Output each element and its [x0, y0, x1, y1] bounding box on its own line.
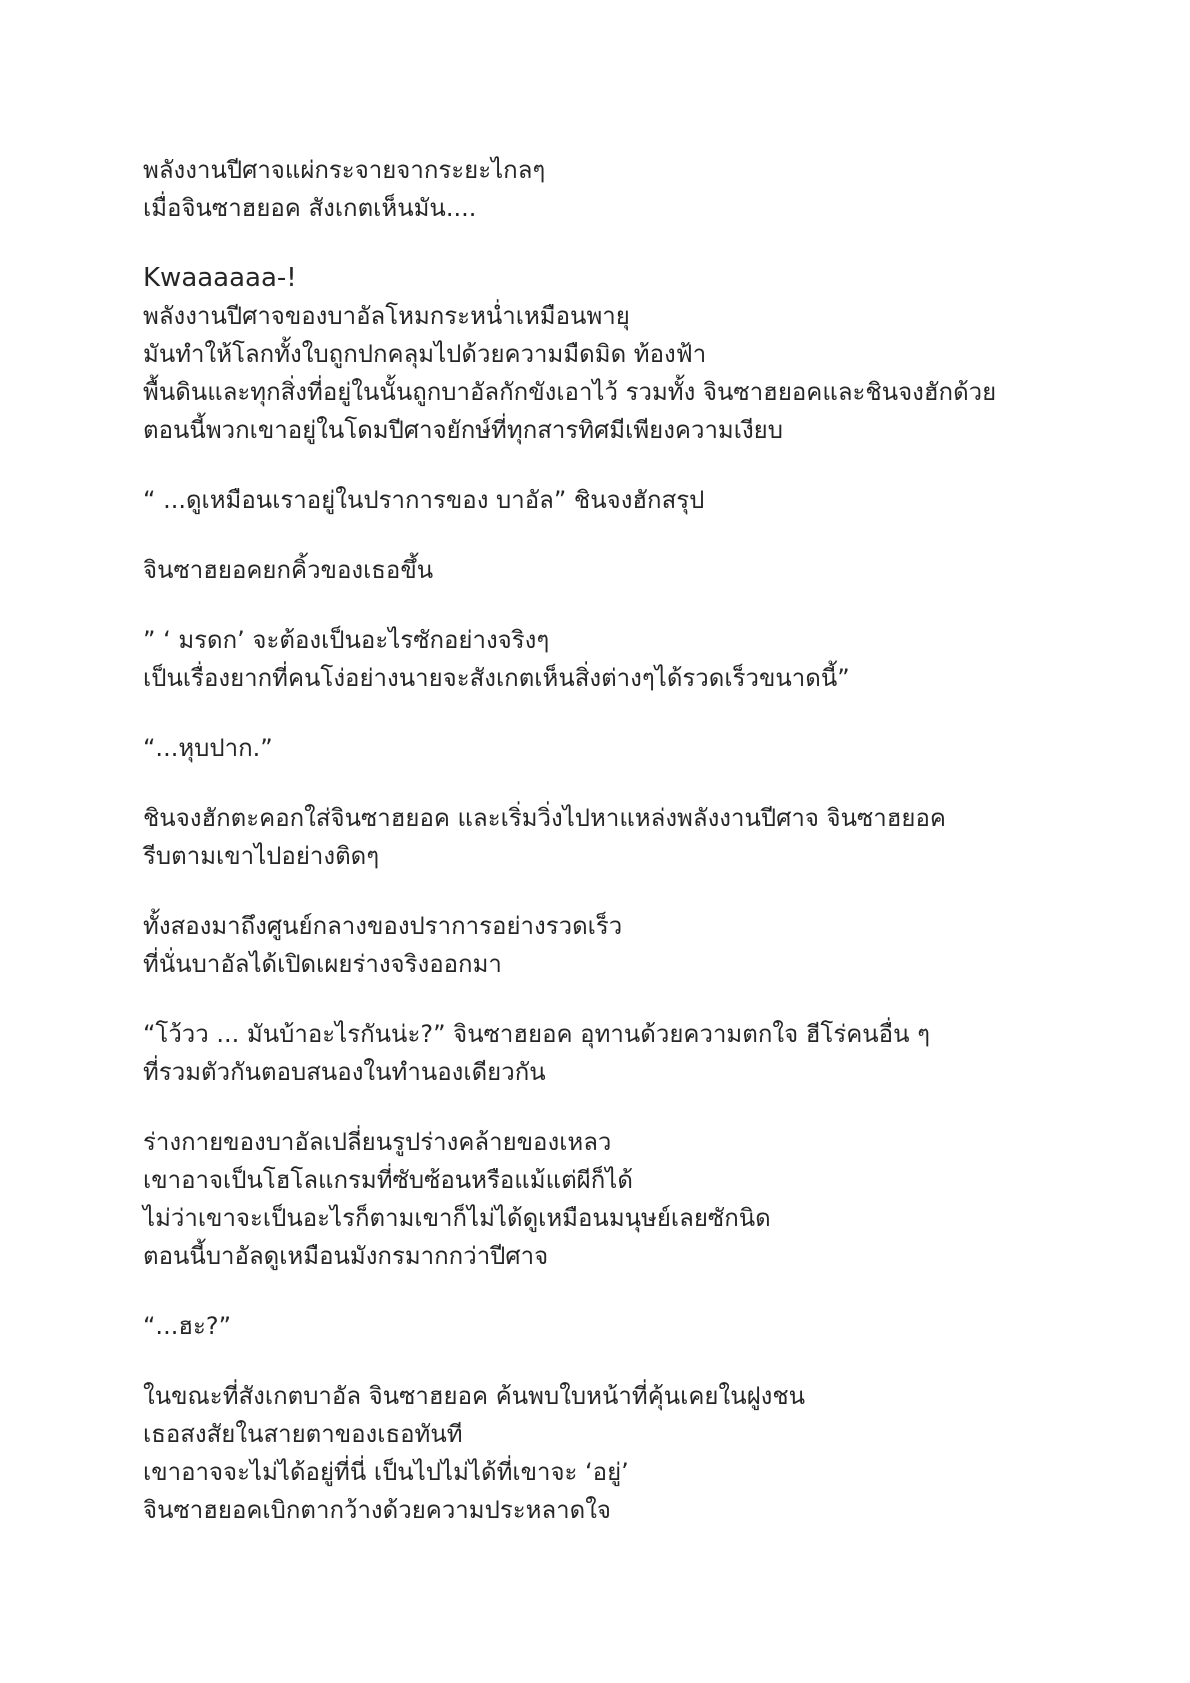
dialogue-line: ” ‘ มรดก’ จะต้องเป็นอะไรซักอย่างจริงๆ	[143, 626, 550, 654]
text-line: เธอสงสัยในสายตาของเธอทันที	[143, 1420, 463, 1448]
text-line: มันทำให้โลกทั้งใบถูกปกคลุมไปด้วยความมืดมิด ท้องฟ้า	[143, 340, 707, 368]
text-line: ที่นั่นบาอัลได้เปิดเผยร่างจริงออกมา	[143, 950, 502, 978]
text-line: พลังงานปีศาจแผ่กระจายจากระยะไกลๆ	[143, 156, 546, 184]
document-body	[143, 151, 1063, 1561]
paragraph	[143, 1015, 1063, 1091]
text-line: ที่รวมตัวกันตอบสนองในทำนองเดียวกัน	[143, 1058, 546, 1086]
text-line: จินซาฮยอคยกคิ้วของเธอขึ้น	[143, 556, 434, 584]
paragraph	[143, 151, 1063, 227]
text-line: ตอนนี้บาอัลดูเหมือนมังกรมากกว่าปีศาจ	[143, 1242, 549, 1270]
paragraph	[143, 621, 1063, 697]
text-line: เขาอาจจะไม่ได้อยู่ที่นี่ เป็นไปไม่ได้ที่เขาจะ ‘อยู่’	[143, 1458, 629, 1486]
dialogue-line: “ ...ดูเหมือนเราอยู่ในปราการของ บาอัล” ชินจงฮักสรุป	[143, 486, 705, 514]
paragraph	[143, 551, 1063, 589]
dialogue-line: “...ฮะ?”	[143, 1312, 232, 1340]
paragraph	[143, 1377, 1063, 1529]
text-line: ชินจงฮักตะคอกใส่จินซาฮยอค และเริ่มวิ่งไปหาแหล่งพลังงานปีศาจ จินซาฮยอค	[143, 804, 946, 832]
text-line: พลังงานปีศาจของบาอัลโหมกระหน่ำเหมือนพายุ	[143, 302, 630, 330]
text-line: พื้นดินและทุกสิ่งที่อยู่ในนั้นถูกบาอัลกักขังเอาไว้ รวมทั้ง จินซาฮยอคและชินจงฮักด้วย	[143, 378, 997, 406]
sound-effect-line: Kwaaaaaa-!	[143, 263, 297, 293]
dialogue-line: “โว้วว ... มันบ้าอะไรกันน่ะ?” จินซาฮยอค อุทานด้วยความตกใจ ฮีโร่คนอื่น ๆ	[143, 1020, 931, 1048]
paragraph	[143, 729, 1063, 767]
dialogue-line: เป็นเรื่องยากที่คนโง่อย่างนายจะสังเกตเห็นสิ่งต่างๆได้รวดเร็วขนาดนี้”	[143, 664, 850, 692]
paragraph	[143, 481, 1063, 519]
text-line: เขาอาจเป็นโฮโลแกรมที่ซับซ้อนหรือแม้แต่ผีก็ได้	[143, 1166, 633, 1194]
text-line: ในขณะที่สังเกตบาอัล จินซาฮยอค ค้นพบใบหน้าที่คุ้นเคยในฝูงชน	[143, 1382, 806, 1410]
dialogue-line: “...หุบปาก.”	[143, 734, 273, 762]
text-line: ตอนนี้พวกเขาอยู่ในโดมปีศาจยักษ์ที่ทุกสารทิศมีเพียงความเงียบ	[143, 416, 783, 444]
paragraph	[143, 907, 1063, 983]
text-line: เมื่อจินซาฮยอค สังเกตเห็นมัน....	[143, 194, 477, 222]
text-line: ทั้งสองมาถึงศูนย์กลางของปราการอย่างรวดเร็ว	[143, 912, 623, 940]
text-line: รีบตามเขาไปอย่างติดๆ	[143, 842, 380, 870]
paragraph	[143, 799, 1063, 875]
paragraph	[143, 1307, 1063, 1345]
text-line: ไม่ว่าเขาจะเป็นอะไรก็ตามเขาก็ไม่ได้ดูเหมือนมนุษย์เลยซักนิด	[143, 1204, 771, 1232]
text-line: ร่างกายของบาอัลเปลี่ยนรูปร่างคล้ายของเหลว	[143, 1128, 612, 1156]
text-line: จินซาฮยอคเบิกตากว้างด้วยความประหลาดใจ	[143, 1496, 611, 1524]
paragraph	[143, 259, 1063, 449]
paragraph	[143, 1123, 1063, 1275]
